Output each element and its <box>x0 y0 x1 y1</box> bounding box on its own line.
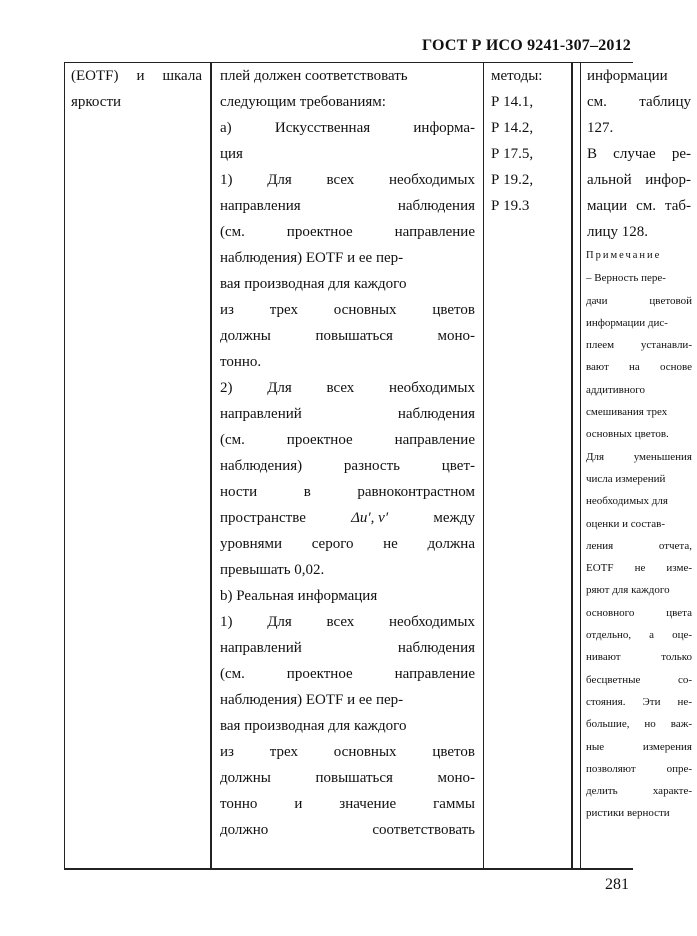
word: основных <box>333 302 397 318</box>
word: стояния. <box>586 695 626 708</box>
text-line <box>586 602 692 624</box>
text-line: необходимых для <box>586 495 668 508</box>
text-line: информации дис- <box>586 316 668 329</box>
text-line <box>220 401 475 427</box>
text-line: ция <box>220 146 243 162</box>
column-characteristic-text <box>65 63 210 115</box>
word: проектное <box>286 666 353 682</box>
text-line <box>586 446 692 468</box>
column-notes <box>575 63 697 868</box>
notes-reference-text <box>581 63 697 245</box>
word: повышаться <box>315 328 393 344</box>
word: наблюдения <box>397 406 475 422</box>
text-line: b) Реальная информация <box>220 588 378 604</box>
word: отдельно, <box>586 629 632 642</box>
word: разность <box>343 458 400 474</box>
word: должны <box>220 770 271 786</box>
standards-table <box>64 62 692 870</box>
word: трех <box>269 302 298 318</box>
word: на <box>628 361 640 374</box>
word: и <box>136 68 145 84</box>
word: значение <box>339 796 397 812</box>
column-characteristic <box>65 63 212 868</box>
text-line: вая производная для каждого <box>220 276 407 292</box>
word: плеем <box>586 339 615 352</box>
text-line <box>220 115 475 141</box>
text-line <box>587 167 691 193</box>
text-line: Р 19.2, <box>491 172 534 188</box>
text-line: методы: <box>491 68 543 84</box>
text-line <box>587 141 691 167</box>
word: наблюдения) <box>220 458 303 474</box>
word: необходимых <box>388 172 475 188</box>
word: Искусственная <box>274 120 371 136</box>
word: основного <box>586 606 635 619</box>
note-title: Примечание <box>586 250 662 261</box>
word: должна <box>427 536 475 552</box>
text-line: Р 14.1, <box>491 94 534 110</box>
column-methods-text <box>491 63 565 219</box>
text-line: наблюдения) EOTF и ее пер- <box>220 692 404 708</box>
word: необходимых <box>388 614 475 630</box>
word: устанавли- <box>640 339 692 352</box>
word: уменьшения <box>633 450 692 463</box>
text-line <box>220 817 475 843</box>
word: серого <box>311 536 354 552</box>
text-line <box>220 739 475 765</box>
word: цветов <box>432 744 475 760</box>
word: бесцветные <box>586 673 641 686</box>
word: проектное <box>286 432 353 448</box>
word: (EOTF) <box>71 68 119 84</box>
text-line <box>587 89 691 115</box>
word: направлений <box>220 640 302 656</box>
text-line <box>586 356 692 378</box>
word: цветовой <box>649 294 692 307</box>
word: наблюдения <box>397 640 475 656</box>
word: ре- <box>671 146 691 162</box>
column-methods <box>485 63 573 868</box>
word: тонно <box>220 796 258 812</box>
word: Для <box>267 614 292 630</box>
text-line <box>220 531 475 557</box>
text-line: вая производная для каждого <box>220 718 407 734</box>
word: таб- <box>664 198 691 214</box>
word: гаммы <box>433 796 475 812</box>
word: необходимых <box>388 380 475 396</box>
text-line <box>586 780 692 802</box>
word: направление <box>394 224 475 240</box>
text-line: ристики верности <box>586 807 670 820</box>
word: трех <box>269 744 298 760</box>
word: важ- <box>670 718 692 731</box>
text-line <box>220 661 475 687</box>
word: между <box>433 510 475 526</box>
word: направлений <box>220 406 302 422</box>
text-line <box>586 736 692 758</box>
word: в <box>303 484 311 500</box>
word: оце- <box>672 629 692 642</box>
text-line <box>220 479 475 505</box>
word: наблюдения <box>397 198 475 214</box>
word: цветов <box>432 302 475 318</box>
word: характе- <box>652 785 692 798</box>
word: проектное <box>286 224 353 240</box>
word: 1) <box>220 614 233 630</box>
word: из <box>220 744 234 760</box>
word: моно- <box>437 328 475 344</box>
word: Для <box>267 172 292 188</box>
word: не- <box>677 695 692 708</box>
text-line: Р 14.2, <box>491 120 534 136</box>
text-line <box>220 297 475 323</box>
word: ные <box>586 740 605 753</box>
word: информа- <box>413 120 475 136</box>
word: моно- <box>437 770 475 786</box>
word: альной <box>587 172 632 188</box>
word: изме- <box>666 562 692 575</box>
word: основе <box>659 361 692 374</box>
word: направление <box>394 432 475 448</box>
word: таблицу <box>639 94 691 110</box>
text-line <box>586 758 692 780</box>
word: равноконтрастном <box>357 484 475 500</box>
word: большие, <box>586 718 630 731</box>
word: из <box>220 302 234 318</box>
text-line: смешивания трех <box>586 406 668 419</box>
word: должны <box>220 328 271 344</box>
text-line: превышать 0,02. <box>220 562 325 578</box>
text-line <box>586 624 692 646</box>
text-line <box>586 557 692 579</box>
text-line <box>586 691 692 713</box>
text-line: – Верность пере- <box>586 272 666 285</box>
text-line <box>220 791 475 817</box>
text-line: Р 19.3 <box>491 198 530 214</box>
word: цвета <box>666 606 692 619</box>
word: Для <box>267 380 292 396</box>
word: всех <box>326 614 355 630</box>
text-line: аддитивного <box>586 383 645 396</box>
document-header: ГОСТ Р ИСО 9241-307–2012 <box>422 37 631 54</box>
text-line: основных цветов. <box>586 428 669 441</box>
word: (см. <box>220 666 245 682</box>
word: цвет- <box>441 458 475 474</box>
word: 1) <box>220 172 233 188</box>
word: соответствовать <box>372 822 475 838</box>
word: EOTF <box>586 562 614 575</box>
text-line: яркости <box>71 94 122 110</box>
word: дачи <box>586 294 608 307</box>
word: позволяют <box>586 762 636 775</box>
word: см. <box>587 94 607 110</box>
text-line: лицу 128. <box>587 224 649 240</box>
word: Δu′, v′ <box>351 510 389 526</box>
text-line <box>587 193 691 219</box>
word: основных <box>333 744 397 760</box>
word: (см. <box>220 432 245 448</box>
word: (см. <box>220 224 245 240</box>
text-line <box>220 635 475 661</box>
text-line: Р 17.5, <box>491 146 534 162</box>
word: уровнями <box>220 536 283 552</box>
word: пространстве <box>220 510 306 526</box>
text-line <box>220 323 475 349</box>
text-line <box>586 334 692 356</box>
text-line: ряют для каждого <box>586 584 670 597</box>
text-line: информации <box>587 68 668 84</box>
text-line <box>220 375 475 401</box>
word: измерения <box>642 740 692 753</box>
text-line <box>71 63 202 89</box>
word: см. <box>636 198 656 214</box>
word: только <box>661 651 692 664</box>
word: повышаться <box>315 770 393 786</box>
text-line <box>220 427 475 453</box>
text-line <box>220 765 475 791</box>
text-line <box>220 609 475 635</box>
word: опре- <box>666 762 692 775</box>
text-line: плей должен соответствовать <box>220 68 408 84</box>
notes-remark <box>581 245 697 825</box>
word: должно <box>220 822 269 838</box>
notes-cell <box>580 63 697 868</box>
word: со- <box>677 673 692 686</box>
page-number: 281 <box>605 876 629 893</box>
word: а <box>649 629 655 642</box>
text-line <box>586 713 692 735</box>
text-line: 127. <box>587 120 614 136</box>
text-line: числа измерений <box>586 472 666 485</box>
word: инфор- <box>645 172 691 188</box>
text-line <box>586 535 692 557</box>
text-line <box>586 646 692 668</box>
word: Эти <box>642 695 661 708</box>
text-line <box>220 505 475 531</box>
column-requirements <box>214 63 484 868</box>
text-line: оценки и состав- <box>586 517 665 530</box>
word: направления <box>220 198 301 214</box>
word: делить <box>586 785 618 798</box>
text-line <box>586 669 692 691</box>
text-line <box>220 453 475 479</box>
word: В <box>587 146 598 162</box>
text-line: следующим требованиям: <box>220 94 386 110</box>
word: Для <box>586 450 605 463</box>
column-requirements-text <box>220 63 475 843</box>
word: не <box>634 562 646 575</box>
word: всех <box>326 172 355 188</box>
word: нивают <box>586 651 621 664</box>
word: вают <box>586 361 609 374</box>
word: случае <box>613 146 656 162</box>
word: не <box>383 536 398 552</box>
text-line <box>220 193 475 219</box>
word: ления <box>586 539 614 552</box>
text-line <box>220 219 475 245</box>
word: шкала <box>162 68 202 84</box>
text-line <box>586 290 692 312</box>
word: a) <box>220 120 232 136</box>
word: и <box>294 796 303 812</box>
word: ности <box>220 484 258 500</box>
word: всех <box>326 380 355 396</box>
text-line: тонно. <box>220 354 262 370</box>
text-line <box>220 167 475 193</box>
text-line: наблюдения) EOTF и ее пер- <box>220 250 404 266</box>
word: мации <box>587 198 628 214</box>
word: отчета, <box>658 539 692 552</box>
word: направление <box>394 666 475 682</box>
word: 2) <box>220 380 233 396</box>
word: но <box>644 718 656 731</box>
